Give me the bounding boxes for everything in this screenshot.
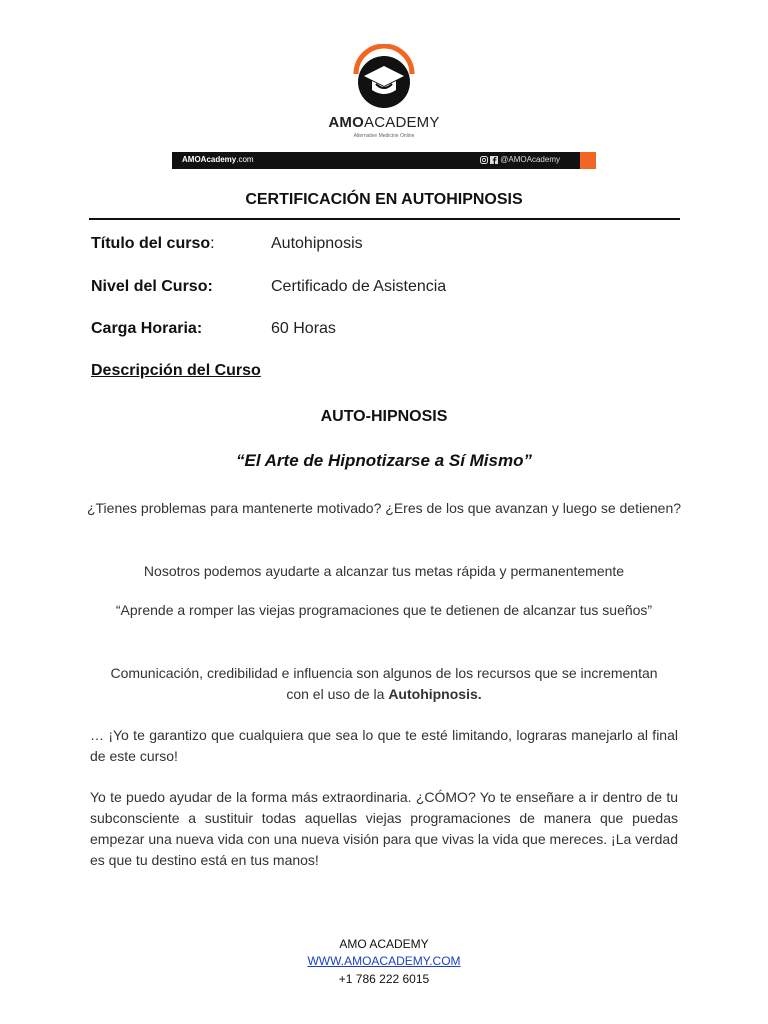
brand-name: [172, 114, 596, 131]
field-label-hours: Carga Horaria:: [91, 320, 203, 337]
footer-company-name: AMO ACADEMY: [339, 937, 429, 951]
field-value-course-level: Certificado de Asistencia: [271, 278, 447, 295]
footer-website-link[interactable]: WWW.AMOACADEMY.COM: [307, 954, 461, 968]
footer-phone: +1 786 222 6015: [338, 972, 430, 986]
website-bold: AMOAcademy: [182, 155, 237, 164]
field-colon: :: [210, 235, 215, 252]
field-value-hours: 60 Horas: [271, 320, 336, 337]
brand-bold: AMO: [328, 114, 364, 131]
website-suffix: .com: [236, 155, 254, 164]
social-handle-text: @AMOAcademy: [500, 155, 560, 164]
paragraph-2: Nosotros podemos ayudarte a alcanzar tus metas rápida y permanentemente: [143, 563, 625, 579]
description-subtitle: AUTO-HIPNOSIS: [320, 408, 448, 425]
section-heading-description: Descripción del Curso: [91, 362, 261, 379]
paragraph-5: … ¡Yo te garantizo que cualquiera que sea lo que te esté limitando, lograras manejarlo al final de este curso!: [90, 727, 678, 764]
paragraph-1: ¿Tienes problemas para mantenerte motivado? ¿Eres de los que avanzan y luego se detienen?: [86, 500, 682, 516]
paragraph-4-bold: Autohipnosis.: [388, 686, 482, 702]
paragraph-6: Yo te puedo ayudar de la forma más extraordinaria. ¿CÓMO? Yo te enseñare a ir dentro de tu subconsciente a sustituir todas aquellas viejas programaciones de manera que puedas empezar una nueva vida con una nueva visión para que vivas la vida que mereces. ¡La verdad es que tu destino está en tus manos!: [90, 789, 678, 868]
header-banner: [172, 40, 596, 170]
description-quote-title: “El Arte de Hipnotizarse a Sí Mismo”: [236, 451, 532, 470]
field-label-course-title: [91, 235, 215, 253]
graduation-cap-icon: [350, 44, 418, 112]
brand-tagline: Alternative Medicine Online: [353, 133, 415, 139]
accent-block: [580, 152, 596, 169]
website-label[interactable]: [182, 155, 254, 164]
instagram-icon: [480, 156, 488, 164]
social-handle[interactable]: [480, 155, 560, 164]
title-divider: [89, 218, 680, 220]
field-label-text: Título del curso: [91, 235, 211, 252]
contact-bar: [172, 152, 580, 169]
field-value-course-title: Autohipnosis: [271, 235, 363, 252]
paragraph-3: “Aprende a romper las viejas programaciones que te detienen de alcanzar tus sueños”: [115, 602, 653, 618]
paragraph-4: [110, 663, 658, 705]
footer-website-row: [0, 953, 768, 970]
brand-light: ACADEMY: [364, 114, 440, 131]
field-label-course-level: Nivel del Curso:: [91, 278, 213, 295]
facebook-icon: [490, 156, 498, 164]
document-title: CERTIFICACIÓN EN AUTOHIPNOSIS: [245, 191, 523, 208]
paragraph-4-text: Comunicación, credibilidad e influencia son algunos de los recursos que se incrementan con el uso de la: [110, 665, 658, 702]
